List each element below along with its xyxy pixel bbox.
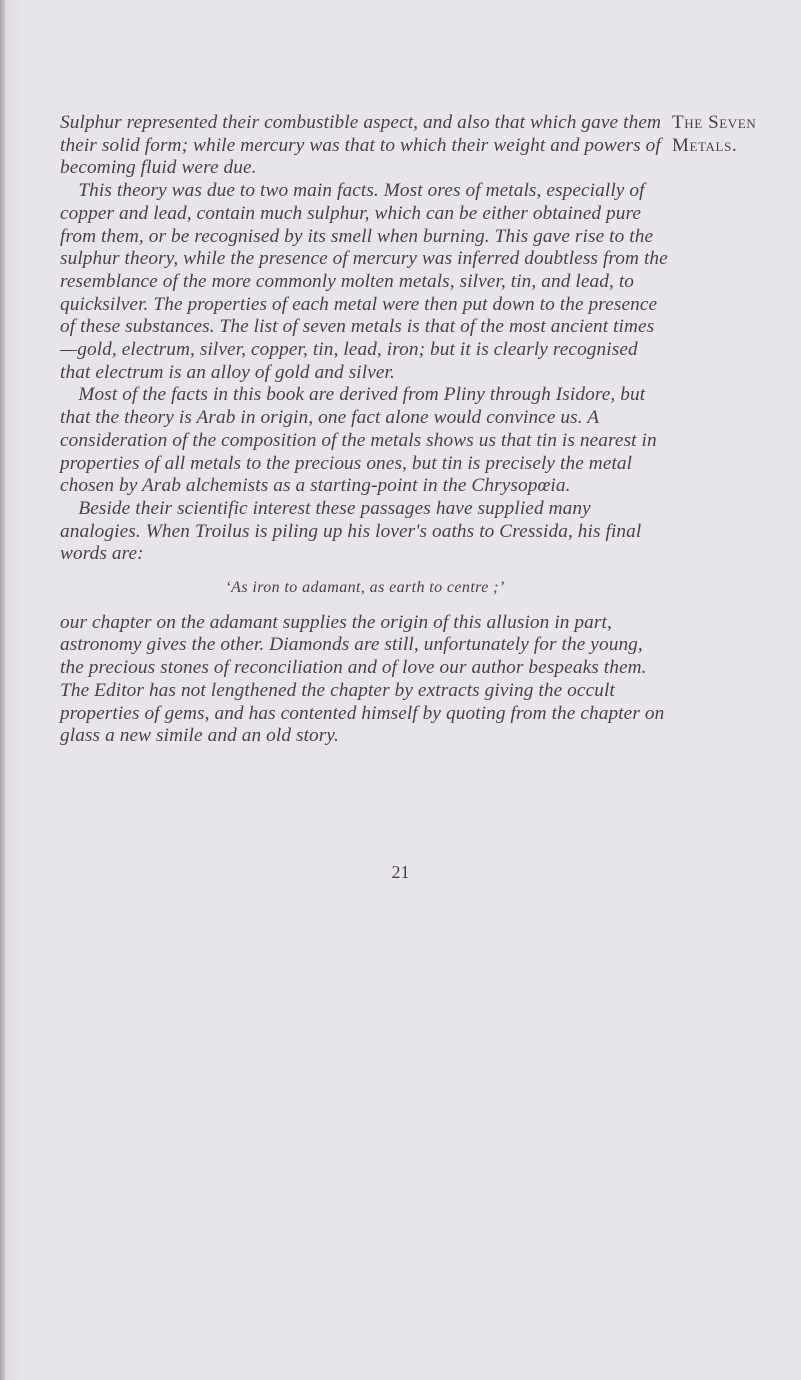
paragraph-pliny: Most of the facts in this book are derived from Pliny through Isidore, but that the theory is Arab in origin, one fact alone would convince us. A consideration of the composition of the metals shows us that tin is nearest in properties of all metals to the precious ones, but tin is precisely the metal chosen by Arab alchemists as a starting-point in the Chrysopœia.: [60, 384, 657, 497]
page-number: 21: [391, 862, 410, 882]
body-text: [60, 112, 670, 748]
paragraph-adamant: our chapter on the adamant supplies the origin of this allusion in part, astronomy gives the other. Diamonds are still, unfortunately for the young, the precious stones of reconciliation and of love our author bespeaks them. The Editor has not lengthened the chapter by extracts giving the occult properties of gems, and has contented himself by quoting from the chapter on glass a new simile and an old story.: [60, 611, 665, 747]
paragraph-troilus: Beside their scientific interest these passages have supplied many analogies. When Troilus is piling up his lover's oaths to Cressida, his final words are:: [60, 497, 642, 565]
paragraph-theory: This theory was due to two main facts. Most ores of metals, especially of copper and lead, contain much sulphur, which can be either obtained pure from them, or be recognised by its smell when burning. This gave rise to the sulphur theory, while the presence of mercury was inferred doubtless from the resemblance of the more commonly molten metals, silver, tin, and lead, to quicksilver. The properties of each metal were then put down to the presence of these substances. The list of seven metals is that of the most ancient times—gold, electrum, silver, copper, tin, lead, iron; but it is clearly recognised that electrum is an alloy of gold and silver.: [60, 180, 668, 383]
quotation: ‘As iron to adamant, as earth to centre ;’: [225, 579, 505, 597]
running-head: [672, 112, 797, 157]
running-head-line-2: Metals.: [672, 134, 738, 156]
binding-edge: [0, 0, 5, 1380]
running-head-line-1: The Seven: [672, 112, 757, 133]
paragraph-sulphur: Sulphur represented their combustible aspect, and also that which gave them their solid form; while mercury was that to which their weight and powers of becoming fluid were due.: [60, 112, 662, 179]
